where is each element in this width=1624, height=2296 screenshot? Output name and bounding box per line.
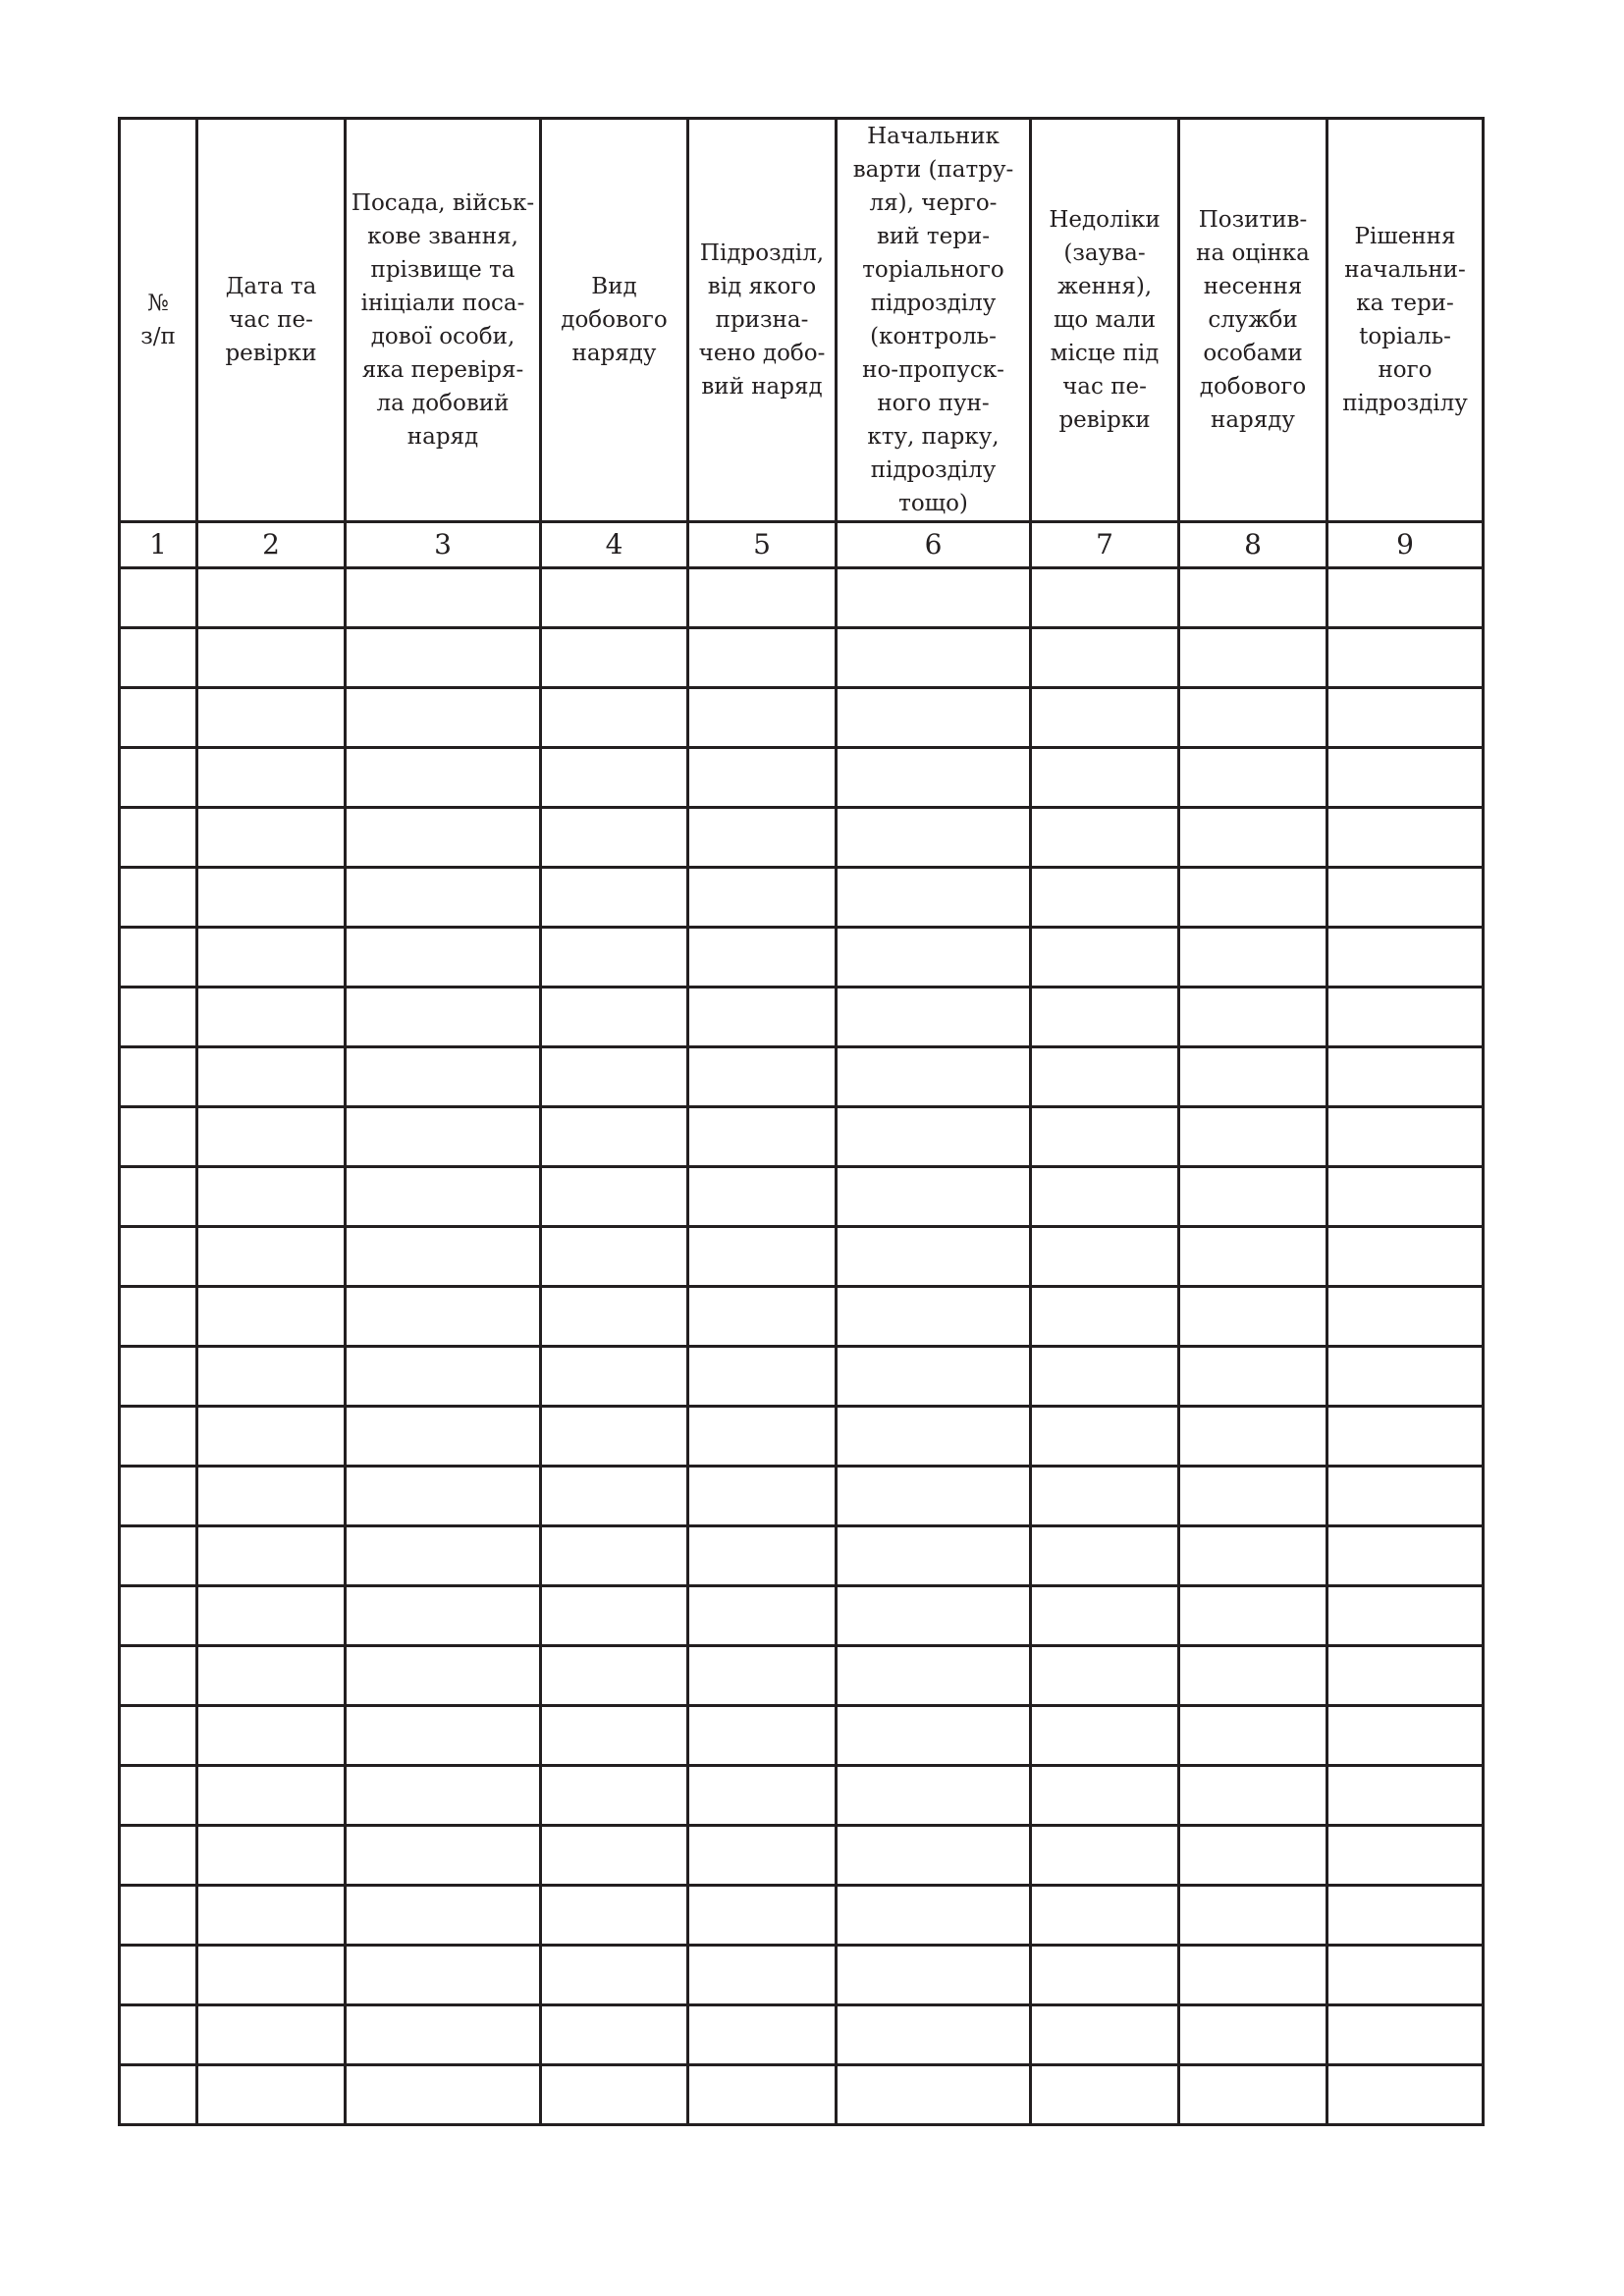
table-row [120,1287,1484,1347]
table-row [120,1347,1484,1407]
table-cell[interactable] [688,928,837,988]
table-cell[interactable] [120,1646,197,1706]
table-cell[interactable] [688,628,837,688]
column-number-cell: 7 [1031,522,1179,568]
table-row [120,1467,1484,1526]
table-cell[interactable] [1031,1586,1179,1646]
table-cell[interactable] [837,868,1031,928]
table-cell[interactable] [1179,1946,1327,2005]
table-cell[interactable] [346,1227,541,1287]
table-cell[interactable] [1179,1287,1327,1347]
table-cell[interactable] [837,1646,1031,1706]
table-row [120,1526,1484,1586]
header-cell-date-time: Дата та час пе- ревірки [197,119,346,522]
table-cell[interactable] [837,628,1031,688]
table-cell[interactable] [346,868,541,928]
table-cell[interactable] [1327,1646,1484,1706]
table-cell[interactable] [1327,1287,1484,1347]
table-row [120,808,1484,868]
header-cell-inspector: Посада, військ- кове звання, прізвище та ініціали поса- дової особи, яка перевіря- ла добовий наряд [346,119,541,522]
table-cell[interactable] [541,1107,688,1167]
table-row [120,2065,1484,2125]
table-cell[interactable] [346,1586,541,1646]
table-cell[interactable] [346,1646,541,1706]
table-cell[interactable] [541,1467,688,1526]
table-cell[interactable] [1031,568,1179,628]
column-number-cell: 6 [837,522,1031,568]
table-cell[interactable] [1179,1047,1327,1107]
table-cell[interactable] [197,1107,346,1167]
table-cell[interactable] [1179,808,1327,868]
table-row [120,1047,1484,1107]
table-cell[interactable] [541,988,688,1047]
table-cell[interactable] [1031,988,1179,1047]
table-cell[interactable] [1327,1826,1484,1886]
table-cell[interactable] [1031,868,1179,928]
table-cell[interactable] [688,1826,837,1886]
table-cell[interactable] [541,688,688,748]
table-cell[interactable] [346,1347,541,1407]
table-cell[interactable] [120,1467,197,1526]
table-cell[interactable] [346,1526,541,1586]
table-cell[interactable] [837,808,1031,868]
table-cell[interactable] [1031,928,1179,988]
table-cell[interactable] [197,1946,346,2005]
column-number-cell: 8 [1179,522,1327,568]
table-cell[interactable] [688,868,837,928]
table-cell[interactable] [120,1706,197,1766]
table-cell[interactable] [688,1467,837,1526]
table-row [120,688,1484,748]
table-cell[interactable] [688,1287,837,1347]
table-cell[interactable] [1327,1526,1484,1586]
table-cell[interactable] [837,988,1031,1047]
header-cell-chief: Начальник варти (патру- ля), черго- вий тери- торіального підрозділу (контроль- но-пропуск- ного пун- кту, парку, підрозділу тощо) [837,119,1031,522]
table-cell[interactable] [688,1407,837,1467]
table-cell[interactable] [1327,1886,1484,1946]
table-row [120,1886,1484,1946]
table-row [120,748,1484,808]
table-cell[interactable] [197,808,346,868]
table-cell[interactable] [688,1526,837,1586]
table-cell[interactable] [346,1047,541,1107]
table-cell[interactable] [197,1766,346,1826]
table-cell[interactable] [837,1467,1031,1526]
table-cell[interactable] [1179,2065,1327,2125]
table-row [120,1826,1484,1886]
table-cell[interactable] [120,868,197,928]
table-cell[interactable] [688,1706,837,1766]
table-cell[interactable] [837,1826,1031,1886]
table-cell[interactable] [1031,1706,1179,1766]
table-cell[interactable] [1179,1227,1327,1287]
table-cell[interactable] [346,1407,541,1467]
table-row [120,1586,1484,1646]
table-cell[interactable] [837,1047,1031,1107]
table-cell[interactable] [120,1347,197,1407]
table-row [120,1167,1484,1227]
table-cell[interactable] [197,1227,346,1287]
table-cell[interactable] [1327,928,1484,988]
table-cell[interactable] [1327,1586,1484,1646]
table-cell[interactable] [120,1227,197,1287]
table-cell[interactable] [197,628,346,688]
table-cell[interactable] [1179,688,1327,748]
table-cell[interactable] [1179,1107,1327,1167]
table-row [120,1766,1484,1826]
table-cell[interactable] [541,1886,688,1946]
table-cell[interactable] [688,1167,837,1227]
table-cell[interactable] [120,568,197,628]
table-cell[interactable] [541,1766,688,1826]
table-cell[interactable] [120,748,197,808]
table-cell[interactable] [688,1766,837,1826]
table-cell[interactable] [120,1766,197,1826]
table-row [120,1107,1484,1167]
table-cell[interactable] [120,2065,197,2125]
table-cell[interactable] [688,808,837,868]
table-cell[interactable] [1179,1766,1327,1826]
table-cell[interactable] [197,1706,346,1766]
table-cell[interactable] [837,1227,1031,1287]
table-cell[interactable] [541,568,688,628]
table-cell[interactable] [1327,868,1484,928]
table-cell[interactable] [541,868,688,928]
table-cell[interactable] [1031,1107,1179,1167]
table-cell[interactable] [1327,688,1484,748]
table-cell[interactable] [197,688,346,748]
table-cell[interactable] [688,1586,837,1646]
table-cell[interactable] [1327,748,1484,808]
table-cell[interactable] [120,808,197,868]
table-cell[interactable] [1179,1467,1327,1526]
table-cell[interactable] [541,2005,688,2065]
table-cell[interactable] [197,1526,346,1586]
table-cell[interactable] [346,928,541,988]
table-cell[interactable] [688,1227,837,1287]
table-cell[interactable] [197,1407,346,1467]
table-cell[interactable] [197,1467,346,1526]
table-cell[interactable] [120,628,197,688]
table-cell[interactable] [346,2005,541,2065]
table-cell[interactable] [1179,1167,1327,1227]
table-cell[interactable] [688,2005,837,2065]
header-cell-duty-type: Вид добового наряду [541,119,688,522]
table-cell[interactable] [1031,1227,1179,1287]
table-cell[interactable] [541,2065,688,2125]
column-number-cell: 4 [541,522,688,568]
table-cell[interactable] [541,1706,688,1766]
table-cell[interactable] [541,1407,688,1467]
table-cell[interactable] [1031,2065,1179,2125]
inspection-log-table [118,117,1485,2126]
table-cell[interactable] [1179,1826,1327,1886]
table-cell[interactable] [197,988,346,1047]
table-row [120,1706,1484,1766]
table-cell[interactable] [120,928,197,988]
table-cell[interactable] [837,748,1031,808]
table-cell[interactable] [346,988,541,1047]
table-cell[interactable] [837,1886,1031,1946]
table-cell[interactable] [837,1107,1031,1167]
table-cell[interactable] [346,568,541,628]
table-cell[interactable] [541,1287,688,1347]
column-number-cell: 5 [688,522,837,568]
table-cell[interactable] [120,1167,197,1227]
table-cell[interactable] [688,1646,837,1706]
table-cell[interactable] [346,1886,541,1946]
table-row [120,868,1484,928]
table-cell[interactable] [120,1526,197,1586]
header-cell-unit: Підрозділ, від якого призна- чено добо- вий наряд [688,119,837,522]
table-cell[interactable] [1031,1047,1179,1107]
table-cell[interactable] [837,2065,1031,2125]
table-cell[interactable] [1327,988,1484,1047]
table-cell[interactable] [541,1167,688,1227]
table-cell[interactable] [346,1467,541,1526]
table-cell[interactable] [346,808,541,868]
table-cell[interactable] [1327,1047,1484,1107]
table-cell[interactable] [688,1886,837,1946]
table-row [120,988,1484,1047]
table-cell[interactable] [1031,1946,1179,2005]
table-cell[interactable] [541,808,688,868]
table-cell[interactable] [837,1347,1031,1407]
table-cell[interactable] [197,1646,346,1706]
table-cell[interactable] [1031,1766,1179,1826]
table-cell[interactable] [1179,928,1327,988]
table-cell[interactable] [197,1347,346,1407]
table-cell[interactable] [1327,568,1484,628]
table-row [120,1946,1484,2005]
table-cell[interactable] [197,1287,346,1347]
table-cell[interactable] [197,1047,346,1107]
table-cell[interactable] [120,1287,197,1347]
table-cell[interactable] [688,568,837,628]
table-cell[interactable] [1031,808,1179,868]
table-cell[interactable] [1327,628,1484,688]
table-cell[interactable] [541,1227,688,1287]
table-cell[interactable] [120,1107,197,1167]
table-cell[interactable] [837,2005,1031,2065]
table-cell[interactable] [1031,1526,1179,1586]
column-number-cell: 2 [197,522,346,568]
table-cell[interactable] [1031,1407,1179,1467]
table-cell[interactable] [1327,808,1484,868]
table-cell[interactable] [346,1287,541,1347]
table-cell[interactable] [1179,1586,1327,1646]
table-cell[interactable] [541,1586,688,1646]
table-row [120,568,1484,628]
table-row [120,628,1484,688]
table-cell[interactable] [541,628,688,688]
table-cell[interactable] [1179,1886,1327,1946]
table-cell[interactable] [837,568,1031,628]
table-row [120,1407,1484,1467]
table-cell[interactable] [1327,1227,1484,1287]
table-cell[interactable] [346,688,541,748]
table-cell[interactable] [346,1826,541,1886]
table-cell[interactable] [1031,1167,1179,1227]
table-cell[interactable] [1327,1107,1484,1167]
table-cell[interactable] [1327,2005,1484,2065]
table-cell[interactable] [837,1526,1031,1586]
table-cell[interactable] [1031,688,1179,748]
table-cell[interactable] [120,988,197,1047]
table-row [120,1227,1484,1287]
table-cell[interactable] [197,2005,346,2065]
table-cell[interactable] [1327,1706,1484,1766]
table-cell[interactable] [346,748,541,808]
column-number-row [120,522,1484,568]
table-cell[interactable] [1179,2005,1327,2065]
table-cell[interactable] [688,688,837,748]
table-cell[interactable] [346,1107,541,1167]
table-cell[interactable] [120,1826,197,1886]
table-row [120,928,1484,988]
table-cell[interactable] [1031,1347,1179,1407]
table-cell[interactable] [541,1526,688,1586]
table-cell[interactable] [1179,988,1327,1047]
table-cell[interactable] [541,1047,688,1107]
table-cell[interactable] [346,1167,541,1227]
table-cell[interactable] [346,1946,541,2005]
table-cell[interactable] [837,1766,1031,1826]
table-cell[interactable] [837,1586,1031,1646]
table-row [120,2005,1484,2065]
table-cell[interactable] [1327,1407,1484,1467]
table-cell[interactable] [1179,868,1327,928]
table-cell[interactable] [1031,1287,1179,1347]
table-cell[interactable] [688,2065,837,2125]
table-cell[interactable] [1031,2005,1179,2065]
table-cell[interactable] [1031,1467,1179,1526]
table-cell[interactable] [346,628,541,688]
table-cell[interactable] [837,1287,1031,1347]
table-cell[interactable] [541,928,688,988]
table-cell[interactable] [1179,1646,1327,1706]
column-number-cell: 3 [346,522,541,568]
header-cell-decision: Рішення начальни- ка тери- tоріаль- ного підрозділу [1327,119,1484,522]
table-cell[interactable] [197,568,346,628]
header-row [120,119,1484,522]
table-cell[interactable] [120,1586,197,1646]
table-cell[interactable] [1179,1347,1327,1407]
table-cell[interactable] [1327,1766,1484,1826]
table-cell[interactable] [1327,1946,1484,2005]
table-cell[interactable] [120,688,197,748]
table-cell[interactable] [197,2065,346,2125]
table-cell[interactable] [197,868,346,928]
table-cell[interactable] [1327,1167,1484,1227]
table-cell[interactable] [541,1946,688,2005]
table-cell[interactable] [346,2065,541,2125]
table-cell[interactable] [837,1946,1031,2005]
table-cell[interactable] [197,1826,346,1886]
table-cell[interactable] [688,988,837,1047]
table-row [120,1646,1484,1706]
table-cell[interactable] [120,2005,197,2065]
table-cell[interactable] [120,1047,197,1107]
header-cell-shortcomings: Недоліки (заува- ження), що мали місце під час пе- ревірки [1031,119,1179,522]
table-cell[interactable] [120,1886,197,1946]
table-cell[interactable] [541,1347,688,1407]
table-cell[interactable] [346,1706,541,1766]
table-cell[interactable] [837,1167,1031,1227]
table-cell[interactable] [197,1586,346,1646]
table-cell[interactable] [541,1826,688,1886]
header-cell-number: № з/п [120,119,197,522]
table-cell[interactable] [837,928,1031,988]
table-cell[interactable] [541,748,688,808]
table-cell[interactable] [197,748,346,808]
table-cell[interactable] [1179,628,1327,688]
table-cell[interactable] [1031,748,1179,808]
table-cell[interactable] [688,1047,837,1107]
table-cell[interactable] [1031,1886,1179,1946]
table-cell[interactable] [837,688,1031,748]
header-cell-positive-assessment: Позитив- на оцінка несення служби особами добового наряду [1179,119,1327,522]
table-cell[interactable] [1031,1826,1179,1886]
table-cell[interactable] [837,1407,1031,1467]
table-body [120,568,1484,2125]
table-cell[interactable] [346,1766,541,1826]
table-cell[interactable] [120,1946,197,2005]
table-cell[interactable] [197,928,346,988]
table-cell[interactable] [197,1886,346,1946]
column-number-cell: 9 [1327,522,1484,568]
table-cell[interactable] [688,1347,837,1407]
table-cell[interactable] [1327,2065,1484,2125]
table-cell[interactable] [541,1646,688,1706]
table-cell[interactable] [688,1946,837,2005]
table-cell[interactable] [1179,568,1327,628]
table-cell[interactable] [1031,628,1179,688]
table-cell[interactable] [688,1107,837,1167]
table-cell[interactable] [1179,1407,1327,1467]
table-cell[interactable] [1179,748,1327,808]
table-cell[interactable] [688,748,837,808]
column-number-cell: 1 [120,522,197,568]
table-cell[interactable] [1179,1526,1327,1586]
table-cell[interactable] [1179,1706,1327,1766]
table-cell[interactable] [1327,1467,1484,1526]
table-cell[interactable] [1327,1347,1484,1407]
table-cell[interactable] [197,1167,346,1227]
table-cell[interactable] [1031,1646,1179,1706]
table-cell[interactable] [837,1706,1031,1766]
table-cell[interactable] [120,1407,197,1467]
